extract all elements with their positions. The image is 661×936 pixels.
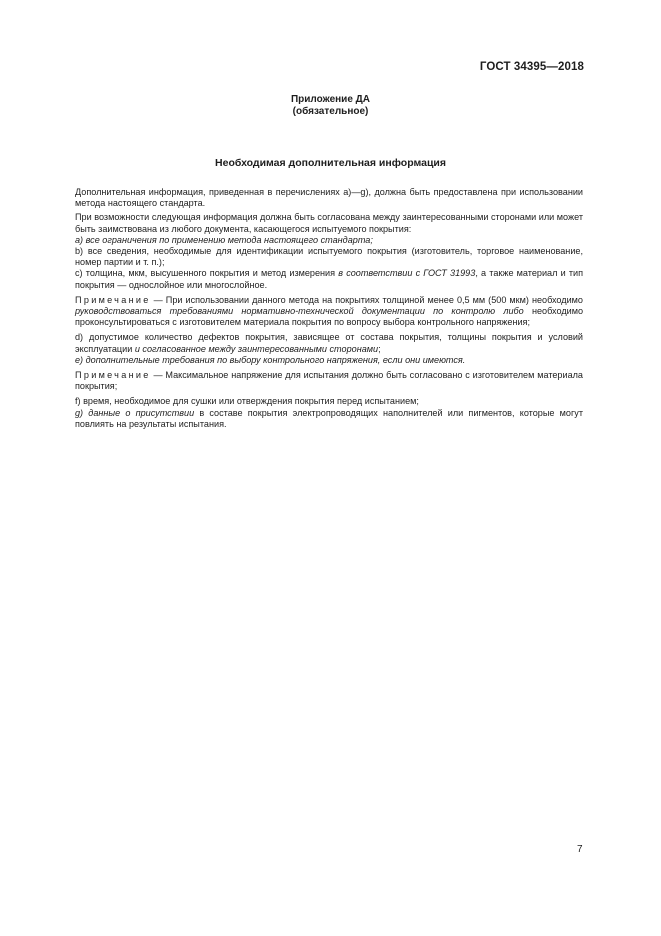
note-1-italic: руководствоваться требованиями нормативно-технической документации по контролю либо <box>75 306 524 317</box>
list-item-a <box>75 235 583 246</box>
paragraph-agree <box>75 212 583 234</box>
intro-text: Дополнительная информация, приведенная в перечислениях а)—g), должна быть предоставлена при использовании метода настоящего стандарта. <box>75 187 583 209</box>
annex-title: Приложение ДА <box>290 94 371 105</box>
item-d-pre: d) допустимое количество дефектов покрытия, зависящее от состава покрытия, толщины покрытия и условий эксплуатации <box>75 332 583 354</box>
item-c-post: , а также материал и тип покрытия — однослойное или многослойное. <box>75 268 584 290</box>
list-item-f <box>75 396 583 407</box>
list-item-e <box>75 355 583 366</box>
page-number: 7 <box>577 844 583 855</box>
list-item-d <box>75 332 583 354</box>
list-item-b <box>75 246 583 268</box>
annex-status: (обязательное) <box>292 106 369 117</box>
note-2-label: Примечание <box>75 370 151 381</box>
section-title: Необходимая дополнительная информация <box>215 157 446 169</box>
list-item-c <box>75 268 583 290</box>
item-f-text: f) время, необходимое для сушки или отверждения покрытия перед испытанием; <box>75 396 419 407</box>
item-c-italic: в соответствии с ГОСТ 31993 <box>338 268 476 279</box>
item-d-italic: и согласованное между заинтересованными сторонами <box>134 343 379 354</box>
item-d-post: ; <box>378 343 381 354</box>
standard-header: ГОСТ 34395—2018 <box>479 61 584 73</box>
note-1-label: Примечание <box>75 294 151 305</box>
document-body <box>75 187 583 430</box>
note-1 <box>75 295 583 329</box>
item-g-italic: g) данные о присутствии <box>75 407 195 418</box>
list-item-g <box>75 408 583 430</box>
item-a-text: а) все ограничения по применению метода настоящего стандарта; <box>75 234 373 245</box>
note-2 <box>75 370 583 392</box>
agree-text: При возможности следующая информация должна быть согласована между заинтересованными сторонами или может быть заимствована из любого документа, касающегося испытуемого покрытия: <box>75 212 583 234</box>
item-g-post: в составе покрытия электропроводящих наполнителей или пигментов, которые могут повлиять на результаты испытания. <box>75 407 583 429</box>
item-b-text: b) все сведения, необходимые для идентификации испытуемого покрытия (изготовитель, торговое наименование, номер партии и т. п.); <box>75 246 583 268</box>
note-1-post: необходимо проконсультироваться с изготовителем материала покрытия по вопросу выбора контрольного напряжения; <box>75 306 584 328</box>
note-1-pre: — При использовании данного метода на покрытиях толщиной менее 0,5 мм (500 мкм) необходимо <box>150 294 583 305</box>
note-2-text: — Максимальное напряжение для испытания должно быть согласовано с изготовителем материала покрытия; <box>75 370 583 392</box>
item-c-pre: с) толщина, мкм, высушенного покрытия и метод измерения <box>75 268 336 279</box>
item-e-text: е) дополнительные требования по выбору контрольного напряжения, если они имеются. <box>75 354 466 365</box>
paragraph-intro <box>75 187 583 209</box>
